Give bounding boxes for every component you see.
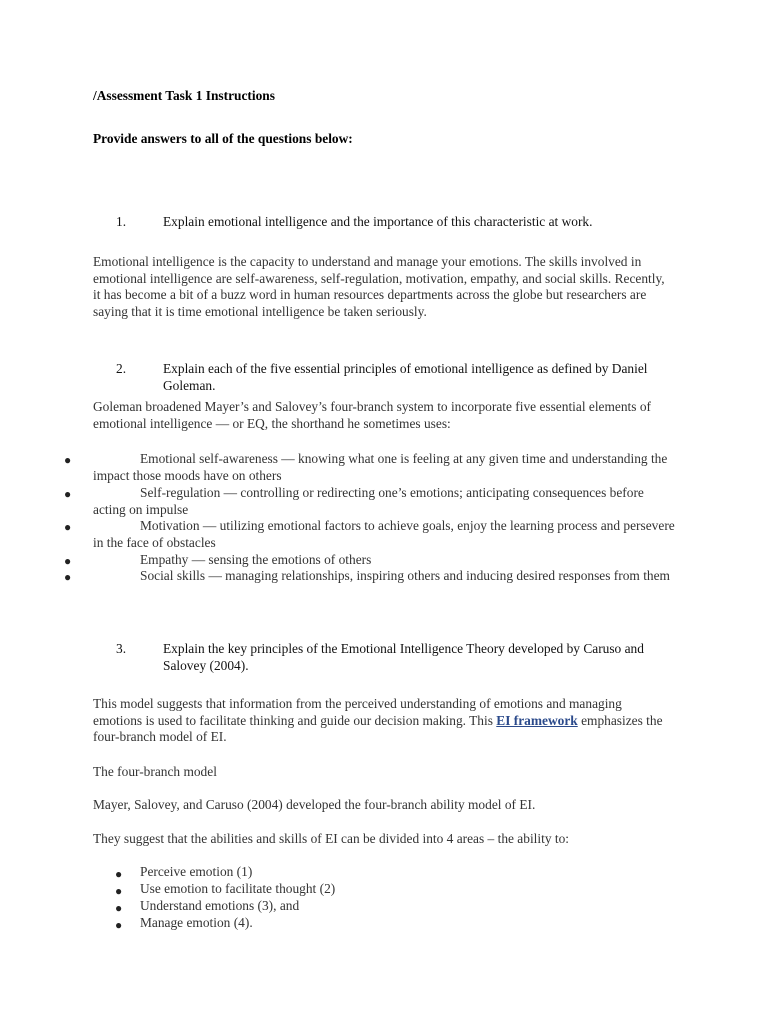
list-item [93,552,678,569]
list-item: Manage emotion (4). [140,915,253,930]
ei-framework-link[interactable]: EI framework [496,712,578,728]
list-item-text: Motivation — utilizing emotional factors to achieve goals, enjoy the learning process and persevere in the face of obstacles [93,518,675,550]
document-subtitle: Provide answers to all of the questions below: [93,131,353,146]
question-1-text: Explain emotional intelligence and the importance of this characteristic at work. [163,214,593,229]
document-title: /Assessment Task 1 Instructions [93,88,275,103]
question-2-text: Explain each of the five essential principles of emotional intelligence as defined by Daniel Goleman. [163,361,648,393]
list-item [93,518,678,551]
list-item [93,451,678,484]
answer-3-text-after: emphasizes the four-branch model of EI. [93,712,663,744]
list-item: Understand emotions (3), and [140,898,300,913]
list-item [93,568,678,585]
bullet-icon: ● [115,901,123,915]
bullet-icon: ● [64,570,72,584]
answer-1-paragraph: Emotional intelligence is the capacity to understand and manage your emotions. The skills involved in emotional intelligence are self-awareness, self-regulation, motivation, empathy, and social skills. Recently, it has become a bit of a buzz word in human resources departments across the globe but researchers are saying that it is time emotional intelligence be taken seriously. [93,254,665,319]
answer-3-areas-paragraph: They suggest that the abilities and skills of EI can be divided into 4 areas – the ability to: [93,831,570,846]
list-item-text: Self-regulation — controlling or redirecting one’s emotions; anticipating consequences before acting on impulse [93,485,644,517]
bullet-icon: ● [115,918,123,932]
bullet-icon: ● [64,520,72,534]
bullet-icon: ● [64,453,72,467]
list-item-text: Emotional self-awareness — knowing what one is feeling at any given time and understanding the impact those moods have on others [93,451,668,483]
list-item: Perceive emotion (1) [140,864,253,879]
question-3-number: 3. [116,641,127,656]
bullet-icon: ● [115,867,123,881]
question-3-text: Explain the key principles of the Emotional Intelligence Theory developed by Caruso and Salovey (2004). [163,641,644,673]
section-heading: The four-branch model [93,764,217,779]
question-1-number: 1. [116,214,127,229]
answer-3-paragraph [93,696,668,746]
answer-3-text-before: This model suggests that information from the perceived understanding of emotions and managing emotions is used to facilitate thinking and guide our decision making. This [93,696,622,728]
list-item: Use emotion to facilitate thought (2) [140,881,336,896]
bullet-icon: ● [64,554,72,568]
list-item [93,485,678,518]
list-item-text: Empathy — sensing the emotions of others [140,552,372,567]
answer-3-model-paragraph: Mayer, Salovey, and Caruso (2004) developed the four-branch ability model of EI. [93,797,536,812]
list-item-text: Social skills — managing relationships, inspiring others and inducing desired responses from them [140,568,670,583]
bullet-icon: ● [64,487,72,501]
answer-2-intro: Goleman broadened Mayer’s and Salovey’s four-branch system to incorporate five essential elements of emotional intelligence — or EQ, the shorthand he sometimes uses: [93,399,651,431]
bullet-icon: ● [115,884,123,898]
question-2-number: 2. [116,361,127,376]
